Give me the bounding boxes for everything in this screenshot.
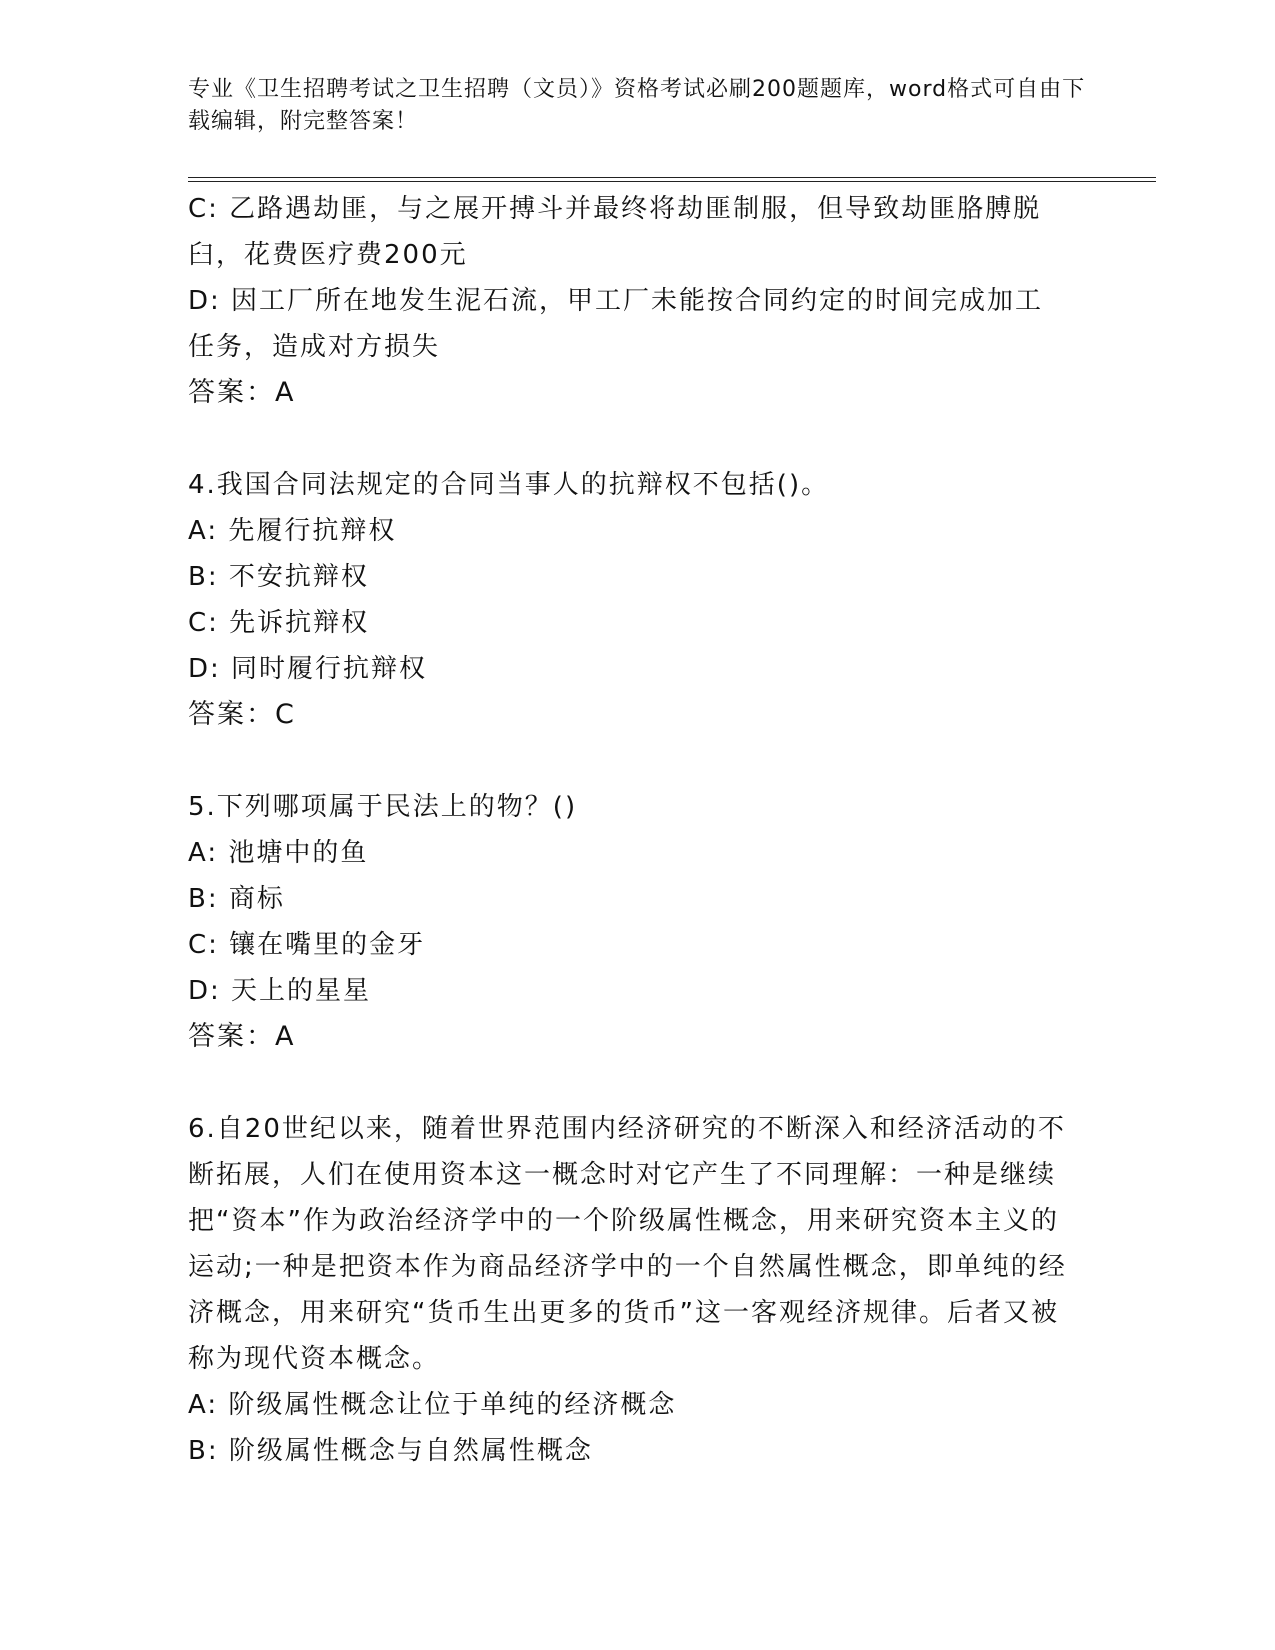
answer: 答案：C — [188, 699, 296, 730]
page-header: 专业《卫生招聘考试之卫生招聘（文员）》资格考试必刷200题题库，word格式可自由下载编辑，附完整答案！ — [188, 77, 1086, 134]
option-a: A: 池塘中的鱼 — [188, 838, 369, 868]
option-b: B: 阶级属性概念与自然属性概念 — [188, 1436, 593, 1466]
option-c: C: 镶在嘴里的金牙 — [188, 930, 426, 960]
option-d: D: 天上的星星 — [188, 976, 372, 1006]
option-b: B: 不安抗辩权 — [188, 562, 369, 592]
question-4 — [188, 462, 1068, 738]
question-5 — [188, 784, 1068, 1060]
answer: 答案：A — [188, 1021, 296, 1052]
option-a: A: 先履行抗辩权 — [188, 516, 397, 546]
question-text: 6.自20世纪以来，随着世界范围内经济研究的不断深入和经济活动的不断拓展，人们在使用资本这一概念时对它产生了不同理解：一种是继续把“资本”作为政治经济学中的一个阶级属性概念，用来研究资本主义的运动;一种是把资本作为商品经济学中的一个自然属性概念，即单纯的经济概念，用来研究“货币生出更多的货币”这一客观经济规律。后者又被称为现代资本概念。 — [188, 1114, 1067, 1374]
option-c: C: 乙路遇劫匪，与之展开搏斗并最终将劫匪制服，但导致劫匪胳膊脱臼，花费医疗费200元 — [188, 194, 1042, 270]
spacer — [188, 738, 1068, 784]
option-a: A: 阶级属性概念让位于单纯的经济概念 — [188, 1390, 677, 1420]
option-d: D: 因工厂所在地发生泥石流，甲工厂未能按合同约定的时间完成加工任务，造成对方损失 — [188, 286, 1044, 362]
answer: 答案：A — [188, 377, 296, 408]
spacer — [188, 416, 1068, 462]
question-text: 5.下列哪项属于民法上的物？() — [188, 792, 578, 822]
option-d: D: 同时履行抗辩权 — [188, 654, 428, 684]
question-3-continued — [188, 186, 1068, 416]
option-c: C: 先诉抗辩权 — [188, 608, 370, 638]
question-text: 4.我国合同法规定的合同当事人的抗辩权不包括()。 — [188, 470, 830, 500]
spacer — [188, 1060, 1068, 1106]
question-list — [188, 186, 1068, 1474]
option-b: B: 商标 — [188, 884, 285, 914]
header-divider — [188, 177, 1156, 182]
question-6 — [188, 1106, 1068, 1474]
